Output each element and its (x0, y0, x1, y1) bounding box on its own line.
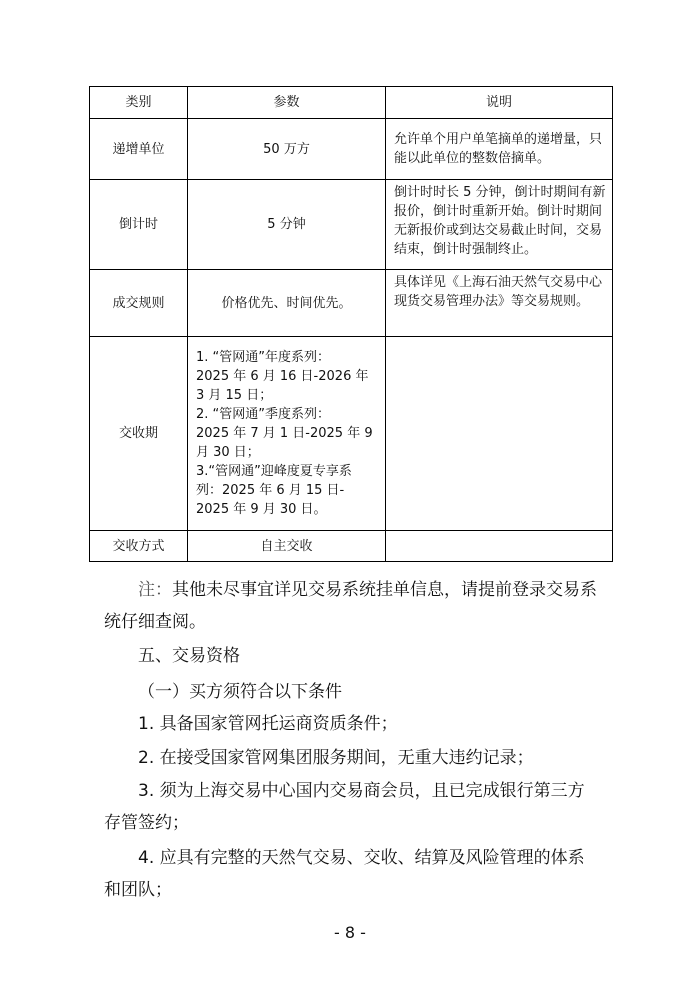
list-item: 2. 在接受国家管网集团服务期间，无重大违约记录； (138, 748, 534, 768)
note-label: 注： (138, 580, 172, 600)
cell-parameter: 5 分钟 (188, 180, 386, 270)
subsection-title: （一）买方须符合以下条件 (138, 682, 342, 702)
cell-delivery-period (188, 337, 386, 531)
delivery-line: 列：2025 年 6 月 15 日- (196, 483, 345, 498)
cell-parameter: 自主交收 (188, 531, 386, 562)
cell-category: 交收期 (90, 337, 188, 531)
cell-parameter: 50 万方 (188, 119, 386, 180)
trading-rules-table (89, 86, 613, 562)
table-row (90, 531, 613, 562)
delivery-line: 3 月 15 日； (196, 388, 273, 403)
cell-category: 倒计时 (90, 180, 188, 270)
table-row (90, 270, 613, 337)
section-title: 五、交易资格 (138, 646, 240, 666)
note-text: 其他未尽事宜详见交易系统挂单信息，请提前登录交易系统仔细查阅。 (104, 580, 597, 632)
delivery-line: 2. “管网通”季度系列： (196, 407, 331, 422)
cell-parameter: 价格优先、时间优先。 (188, 270, 386, 337)
cell-description (386, 531, 613, 562)
cell-category: 交收方式 (90, 531, 188, 562)
cell-description: 允许单个用户单笔摘单的递增量，只能以此单位的整数倍摘单。 (386, 119, 613, 180)
cell-category: 递增单位 (90, 119, 188, 180)
list-item: 3. 须为上海交易中心国内交易商会员，且已完成银行第三方存管签约； (104, 781, 585, 833)
table-row (90, 337, 613, 531)
note-paragraph (104, 574, 599, 638)
cell-description: 倒计时时长 5 分钟，倒计时期间有新报价，倒计时重新开始。倒计时期间无新报价或到达交易截止时间，交易结束，倒计时强制终止。 (386, 180, 613, 270)
delivery-line: 3.“管网通”迎峰度夏专享系 (196, 464, 352, 479)
delivery-line: 2025 年 9 月 30 日。 (196, 502, 327, 517)
table-header-row (90, 87, 613, 119)
cell-description (386, 337, 613, 531)
cell-description: 具体详见《上海石油天然气交易中心现货交易管理办法》等交易规则。 (386, 270, 613, 337)
list-item: 4. 应具有完整的天然气交易、交收、结算及风险管理的体系和团队； (104, 848, 585, 900)
delivery-line: 2025 年 6 月 16 日-2026 年 (196, 369, 369, 384)
page-number: - 8 - (334, 923, 366, 942)
delivery-line: 1. “管网通”年度系列： (196, 350, 331, 365)
header-category: 类别 (90, 87, 188, 119)
table-row (90, 119, 613, 180)
delivery-line: 2025 年 7 月 1 日-2025 年 9 (196, 426, 373, 441)
header-description: 说明 (386, 87, 613, 119)
header-parameter: 参数 (188, 87, 386, 119)
list-item: 1. 具备国家管网托运商资质条件； (138, 714, 398, 734)
cell-category: 成交规则 (90, 270, 188, 337)
table-row (90, 180, 613, 270)
delivery-line: 月 30 日； (196, 445, 260, 460)
